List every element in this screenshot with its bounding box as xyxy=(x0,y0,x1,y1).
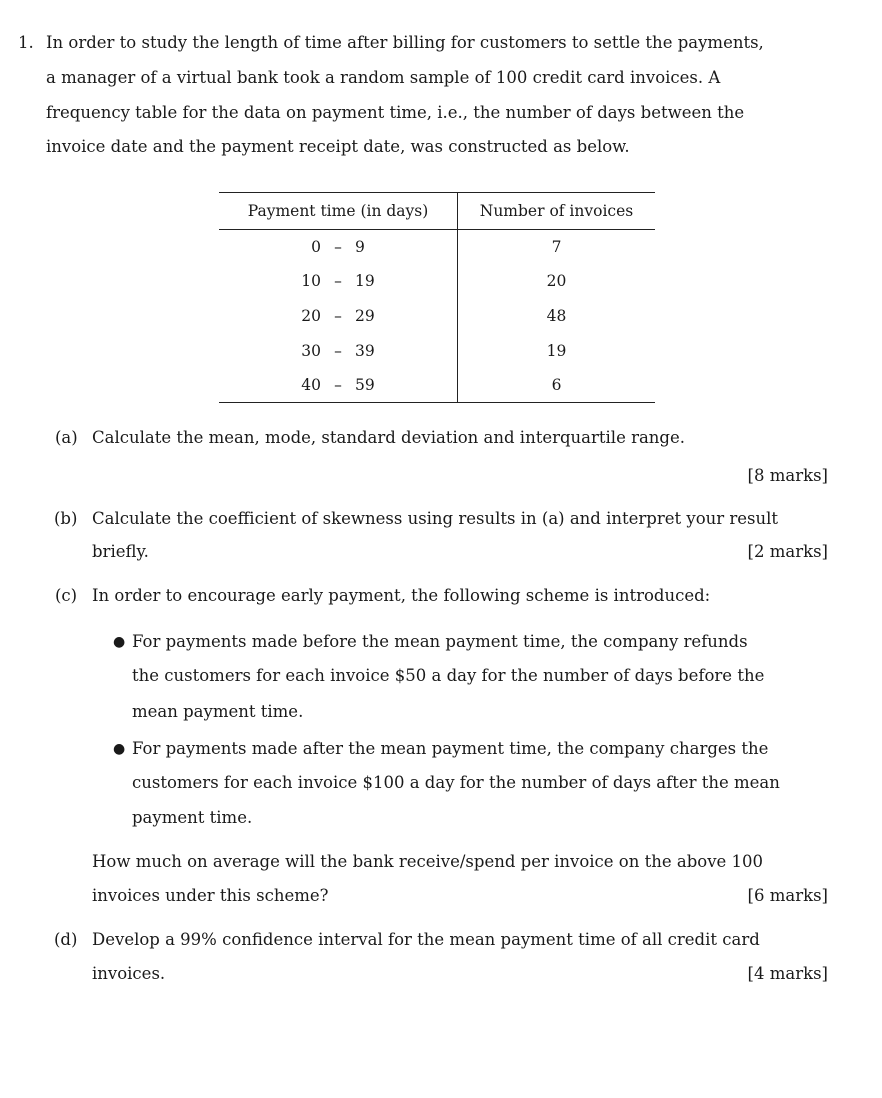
frequency-table xyxy=(219,192,655,403)
part-d-line-2: invoices. xyxy=(92,964,166,983)
table-row xyxy=(219,333,655,368)
table-header-row xyxy=(219,193,655,230)
range-cell: 10 – 19 xyxy=(301,272,375,291)
table-row xyxy=(219,368,655,403)
count-cell: 48 xyxy=(546,306,567,325)
part-b-line-2: briefly. xyxy=(92,542,149,561)
header-payment-time: Payment time (in days) xyxy=(219,193,458,230)
intro-line-3: frequency table for the data on payment time, i.e., the number of days between the xyxy=(46,103,745,122)
range-cell: 40 – 59 xyxy=(301,375,375,394)
table-row xyxy=(219,230,655,265)
part-c-marks: [6 marks] xyxy=(747,886,828,905)
part-a-label: (a) xyxy=(55,428,78,447)
table-row xyxy=(219,299,655,334)
bullet-2-line-1: For payments made after the mean payment time, the company charges the xyxy=(132,739,769,758)
range-cell: 0 – 9 xyxy=(311,238,365,257)
bullet-icon: ● xyxy=(113,634,126,650)
table-row xyxy=(219,264,655,299)
header-number-of-invoices: Number of invoices xyxy=(458,193,656,230)
bullet-1-line-1: For payments made before the mean payment time, the company refunds xyxy=(132,632,748,651)
bullet-icon: ● xyxy=(113,741,126,757)
part-d-marks: [4 marks] xyxy=(747,964,828,983)
part-d-label: (d) xyxy=(54,930,78,949)
bullet-1-line-2: the customers for each invoice $50 a day for the number of days before the xyxy=(132,666,765,685)
count-cell: 6 xyxy=(551,375,562,394)
count-cell: 7 xyxy=(551,238,562,257)
intro-line-4: invoice date and the payment receipt date, was constructed as below. xyxy=(46,137,630,156)
count-cell: 20 xyxy=(546,272,567,291)
part-c-text: In order to encourage early payment, the following scheme is introduced: xyxy=(92,586,711,605)
intro-line-1: In order to study the length of time after billing for customers to settle the payments, xyxy=(46,33,764,52)
part-a-marks: [8 marks] xyxy=(747,466,828,485)
part-d-line-1: Develop a 99% confidence interval for the mean payment time of all credit card xyxy=(92,930,760,949)
intro-line-2: a manager of a virtual bank took a random sample of 100 credit card invoices. A xyxy=(46,68,721,87)
question-number: 1. xyxy=(18,33,34,52)
part-b-line-1: Calculate the coefficient of skewness using results in (a) and interpret your result xyxy=(92,509,779,528)
part-c-question-line-1: How much on average will the bank receive/spend per invoice on the above 100 xyxy=(92,852,764,871)
part-b-label: (b) xyxy=(54,509,78,528)
part-c-question-line-2: invoices under this scheme? xyxy=(92,886,329,905)
range-cell: 30 – 39 xyxy=(301,341,375,360)
range-cell: 20 – 29 xyxy=(301,306,375,325)
bullet-2-line-3: payment time. xyxy=(132,808,253,827)
count-cell: 19 xyxy=(546,341,567,360)
part-c-label: (c) xyxy=(55,586,78,605)
part-a-text: Calculate the mean, mode, standard deviation and interquartile range. xyxy=(92,428,686,447)
part-b-marks: [2 marks] xyxy=(747,542,828,561)
bullet-2-line-2: customers for each invoice $100 a day for the number of days after the mean xyxy=(132,773,780,792)
bullet-1-line-3: mean payment time. xyxy=(132,702,304,721)
